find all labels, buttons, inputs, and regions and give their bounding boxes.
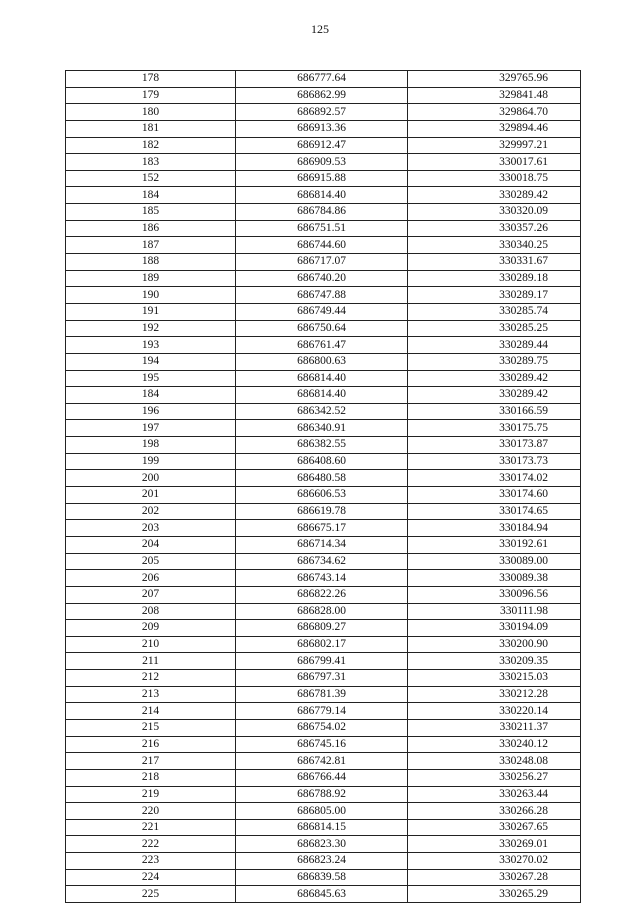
y-coordinate-cell: 330089.00 — [408, 553, 581, 570]
x-coordinate-cell: 686814.40 — [236, 187, 408, 204]
x-coordinate-cell: 686823.24 — [236, 853, 408, 870]
x-coordinate-cell: 686408.60 — [236, 453, 408, 470]
table-row — [66, 869, 581, 886]
y-coordinate-cell: 330320.09 — [408, 204, 581, 221]
x-coordinate-cell: 686745.16 — [236, 736, 408, 753]
table-row — [66, 636, 581, 653]
x-coordinate-cell: 686754.02 — [236, 719, 408, 736]
y-coordinate-cell: 330357.26 — [408, 220, 581, 237]
x-coordinate-cell: 686823.30 — [236, 836, 408, 853]
x-coordinate-cell: 686606.53 — [236, 487, 408, 504]
point-number-cell: 196 — [66, 403, 236, 420]
point-number-cell: 208 — [66, 603, 236, 620]
x-coordinate-cell: 686740.20 — [236, 270, 408, 287]
point-number-cell: 198 — [66, 437, 236, 454]
x-coordinate-cell: 686845.63 — [236, 886, 408, 903]
x-coordinate-cell: 686799.41 — [236, 653, 408, 670]
table-row — [66, 536, 581, 553]
point-number-cell: 179 — [66, 87, 236, 104]
table-row — [66, 753, 581, 770]
table-row — [66, 237, 581, 254]
table-row — [66, 853, 581, 870]
x-coordinate-cell: 686862.99 — [236, 87, 408, 104]
x-coordinate-cell: 686751.51 — [236, 220, 408, 237]
table-row — [66, 254, 581, 271]
table-row — [66, 803, 581, 820]
table-row — [66, 653, 581, 670]
y-coordinate-cell: 330331.67 — [408, 254, 581, 271]
table-row — [66, 187, 581, 204]
y-coordinate-cell: 330111.98 — [408, 603, 581, 620]
x-coordinate-cell: 686913.36 — [236, 120, 408, 137]
y-coordinate-cell: 330289.17 — [408, 287, 581, 304]
point-number-cell: 192 — [66, 320, 236, 337]
table-row — [66, 553, 581, 570]
point-number-cell: 201 — [66, 487, 236, 504]
point-number-cell: 190 — [66, 287, 236, 304]
point-number-cell: 184 — [66, 387, 236, 404]
point-number-cell: 222 — [66, 836, 236, 853]
x-coordinate-cell: 686915.88 — [236, 170, 408, 187]
point-number-cell: 210 — [66, 636, 236, 653]
table-row — [66, 303, 581, 320]
table-row — [66, 603, 581, 620]
point-number-cell: 220 — [66, 803, 236, 820]
x-coordinate-cell: 686814.40 — [236, 387, 408, 404]
point-number-cell: 214 — [66, 703, 236, 720]
y-coordinate-cell: 330192.61 — [408, 536, 581, 553]
x-coordinate-cell: 686734.62 — [236, 553, 408, 570]
x-coordinate-cell: 686892.57 — [236, 104, 408, 121]
x-coordinate-cell: 686800.63 — [236, 353, 408, 370]
y-coordinate-cell: 330211.37 — [408, 719, 581, 736]
point-number-cell: 183 — [66, 154, 236, 171]
point-number-cell: 219 — [66, 786, 236, 803]
y-coordinate-cell: 330017.61 — [408, 154, 581, 171]
table-row — [66, 453, 581, 470]
point-number-cell: 178 — [66, 71, 236, 88]
y-coordinate-cell: 330256.27 — [408, 769, 581, 786]
y-coordinate-cell: 330174.02 — [408, 470, 581, 487]
x-coordinate-cell: 686814.40 — [236, 370, 408, 387]
x-coordinate-cell: 686342.52 — [236, 403, 408, 420]
x-coordinate-cell: 686717.07 — [236, 254, 408, 271]
table-row — [66, 403, 581, 420]
x-coordinate-cell: 686839.58 — [236, 869, 408, 886]
page-number: 125 — [311, 22, 329, 36]
table-row — [66, 886, 581, 903]
table-row — [66, 120, 581, 137]
y-coordinate-cell: 330209.35 — [408, 653, 581, 670]
point-number-cell: 152 — [66, 170, 236, 187]
point-number-cell: 189 — [66, 270, 236, 287]
point-number-cell: 199 — [66, 453, 236, 470]
x-coordinate-cell: 686340.91 — [236, 420, 408, 437]
y-coordinate-cell: 330263.44 — [408, 786, 581, 803]
point-number-cell: 182 — [66, 137, 236, 154]
point-number-cell: 217 — [66, 753, 236, 770]
y-coordinate-cell: 330267.65 — [408, 819, 581, 836]
point-number-cell: 186 — [66, 220, 236, 237]
x-coordinate-cell: 686750.64 — [236, 320, 408, 337]
x-coordinate-cell: 686828.00 — [236, 603, 408, 620]
point-number-cell: 215 — [66, 719, 236, 736]
y-coordinate-cell: 330174.60 — [408, 487, 581, 504]
point-number-cell: 211 — [66, 653, 236, 670]
table-row — [66, 670, 581, 687]
table-row — [66, 819, 581, 836]
table-row — [66, 786, 581, 803]
x-coordinate-cell: 686744.60 — [236, 237, 408, 254]
x-coordinate-cell: 686909.53 — [236, 154, 408, 171]
x-coordinate-cell: 686797.31 — [236, 670, 408, 687]
table-row — [66, 420, 581, 437]
table-row — [66, 703, 581, 720]
point-number-cell: 193 — [66, 337, 236, 354]
table-row — [66, 836, 581, 853]
y-coordinate-cell: 330269.01 — [408, 836, 581, 853]
x-coordinate-cell: 686675.17 — [236, 520, 408, 537]
point-number-cell: 188 — [66, 254, 236, 271]
y-coordinate-cell: 329997.21 — [408, 137, 581, 154]
y-coordinate-cell: 330289.42 — [408, 187, 581, 204]
y-coordinate-cell: 330184.94 — [408, 520, 581, 537]
y-coordinate-cell: 330289.18 — [408, 270, 581, 287]
y-coordinate-cell: 330240.12 — [408, 736, 581, 753]
table-row — [66, 71, 581, 88]
table-row — [66, 387, 581, 404]
point-number-cell: 181 — [66, 120, 236, 137]
point-number-cell: 200 — [66, 470, 236, 487]
table-row — [66, 337, 581, 354]
table-row — [66, 586, 581, 603]
y-coordinate-cell: 330215.03 — [408, 670, 581, 687]
table-row — [66, 353, 581, 370]
table-row — [66, 137, 581, 154]
x-coordinate-cell: 686809.27 — [236, 620, 408, 637]
table-row — [66, 736, 581, 753]
point-number-cell: 180 — [66, 104, 236, 121]
point-number-cell: 224 — [66, 869, 236, 886]
x-coordinate-cell: 686747.88 — [236, 287, 408, 304]
x-coordinate-cell: 686781.39 — [236, 686, 408, 703]
table-row — [66, 370, 581, 387]
point-number-cell: 202 — [66, 503, 236, 520]
y-coordinate-cell: 330289.42 — [408, 387, 581, 404]
y-coordinate-cell: 330018.75 — [408, 170, 581, 187]
point-number-cell: 197 — [66, 420, 236, 437]
y-coordinate-cell: 330175.75 — [408, 420, 581, 437]
y-coordinate-cell: 330096.56 — [408, 586, 581, 603]
x-coordinate-cell: 686802.17 — [236, 636, 408, 653]
table-row — [66, 287, 581, 304]
table-row — [66, 320, 581, 337]
point-number-cell: 191 — [66, 303, 236, 320]
x-coordinate-cell: 686619.78 — [236, 503, 408, 520]
x-coordinate-cell: 686777.64 — [236, 71, 408, 88]
x-coordinate-cell: 686749.44 — [236, 303, 408, 320]
point-number-cell: 213 — [66, 686, 236, 703]
x-coordinate-cell: 686822.26 — [236, 586, 408, 603]
point-number-cell: 185 — [66, 204, 236, 221]
y-coordinate-cell: 330173.87 — [408, 437, 581, 454]
x-coordinate-cell: 686784.86 — [236, 204, 408, 221]
table-row — [66, 503, 581, 520]
point-number-cell: 207 — [66, 586, 236, 603]
y-coordinate-cell: 329894.46 — [408, 120, 581, 137]
point-number-cell: 194 — [66, 353, 236, 370]
y-coordinate-cell: 330289.44 — [408, 337, 581, 354]
y-coordinate-cell: 330267.28 — [408, 869, 581, 886]
table-row — [66, 204, 581, 221]
y-coordinate-cell: 330089.38 — [408, 570, 581, 587]
table-row — [66, 220, 581, 237]
point-number-cell: 218 — [66, 769, 236, 786]
coordinates-table-body — [66, 71, 581, 903]
point-number-cell: 225 — [66, 886, 236, 903]
y-coordinate-cell: 330265.29 — [408, 886, 581, 903]
x-coordinate-cell: 686714.34 — [236, 536, 408, 553]
y-coordinate-cell: 330248.08 — [408, 753, 581, 770]
y-coordinate-cell: 330266.28 — [408, 803, 581, 820]
table-row — [66, 154, 581, 171]
point-number-cell: 184 — [66, 187, 236, 204]
table-row — [66, 520, 581, 537]
x-coordinate-cell: 686912.47 — [236, 137, 408, 154]
table-row — [66, 570, 581, 587]
point-number-cell: 204 — [66, 536, 236, 553]
y-coordinate-cell: 330340.25 — [408, 237, 581, 254]
table-row — [66, 620, 581, 637]
table-row — [66, 487, 581, 504]
x-coordinate-cell: 686761.47 — [236, 337, 408, 354]
y-coordinate-cell: 330285.25 — [408, 320, 581, 337]
table-row — [66, 104, 581, 121]
x-coordinate-cell: 686480.58 — [236, 470, 408, 487]
point-number-cell: 209 — [66, 620, 236, 637]
y-coordinate-cell: 330285.74 — [408, 303, 581, 320]
y-coordinate-cell: 330212.28 — [408, 686, 581, 703]
y-coordinate-cell: 330270.02 — [408, 853, 581, 870]
x-coordinate-cell: 686788.92 — [236, 786, 408, 803]
point-number-cell: 195 — [66, 370, 236, 387]
y-coordinate-cell: 329864.70 — [408, 104, 581, 121]
table-row — [66, 437, 581, 454]
y-coordinate-cell: 330166.59 — [408, 403, 581, 420]
point-number-cell: 212 — [66, 670, 236, 687]
point-number-cell: 203 — [66, 520, 236, 537]
y-coordinate-cell: 329841.48 — [408, 87, 581, 104]
table-row — [66, 470, 581, 487]
x-coordinate-cell: 686743.14 — [236, 570, 408, 587]
point-number-cell: 216 — [66, 736, 236, 753]
x-coordinate-cell: 686382.55 — [236, 437, 408, 454]
x-coordinate-cell: 686766.44 — [236, 769, 408, 786]
y-coordinate-cell: 330173.73 — [408, 453, 581, 470]
table-row — [66, 769, 581, 786]
point-number-cell: 223 — [66, 853, 236, 870]
table-row — [66, 87, 581, 104]
x-coordinate-cell: 686805.00 — [236, 803, 408, 820]
y-coordinate-cell: 330194.09 — [408, 620, 581, 637]
coordinates-table — [65, 70, 581, 903]
y-coordinate-cell: 330220.14 — [408, 703, 581, 720]
table-row — [66, 270, 581, 287]
point-number-cell: 206 — [66, 570, 236, 587]
point-number-cell: 221 — [66, 819, 236, 836]
y-coordinate-cell: 330200.90 — [408, 636, 581, 653]
table-row — [66, 686, 581, 703]
y-coordinate-cell: 330174.65 — [408, 503, 581, 520]
table-row — [66, 719, 581, 736]
table-row — [66, 170, 581, 187]
y-coordinate-cell: 330289.42 — [408, 370, 581, 387]
x-coordinate-cell: 686814.15 — [236, 819, 408, 836]
y-coordinate-cell: 330289.75 — [408, 353, 581, 370]
x-coordinate-cell: 686742.81 — [236, 753, 408, 770]
y-coordinate-cell: 329765.96 — [408, 71, 581, 88]
x-coordinate-cell: 686779.14 — [236, 703, 408, 720]
point-number-cell: 187 — [66, 237, 236, 254]
point-number-cell: 205 — [66, 553, 236, 570]
